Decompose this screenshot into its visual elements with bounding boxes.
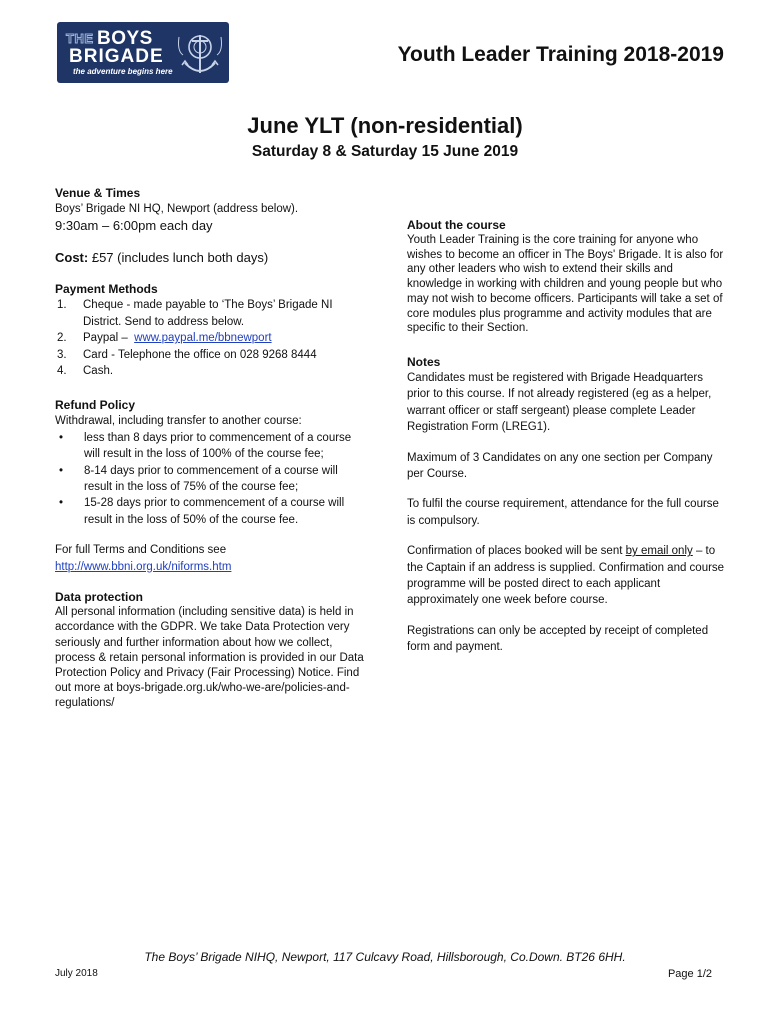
payment-item-number: 1. xyxy=(57,299,67,312)
venue-heading: Venue & Times xyxy=(55,186,141,200)
notes-registrations: Registrations can only be accepted by receipt of completed form and payment. xyxy=(407,624,709,654)
refund-item: • 8-14 days prior to commencement of a course will result in the loss of 75% of the course fee; xyxy=(55,463,367,496)
payment-item xyxy=(55,363,367,379)
left-column xyxy=(55,185,367,712)
notes-confirmation-b: – to the Captain if an address is supplied. Confirmation and course programme will be posted direct to each applicant approximately one week before course. xyxy=(407,545,725,607)
about-text: Youth Leader Training is the core training for anyone who wishes to become an officer in The Boys' Brigade. It is also for any other leaders who wish to extend their skills and knowledge in working with children and young people but who may not wish to become officers. Participants will take a set of core modules plus programme and activity modules that are specific to their Section. xyxy=(407,234,724,335)
refund-item: • 15-28 days prior to commencement of a course will result in the loss of 50% of the course fee. xyxy=(55,495,367,528)
notes-heading: Notes xyxy=(407,354,441,369)
header-title: Youth Leader Training 2018-2019 xyxy=(397,43,724,66)
refund-list xyxy=(55,430,367,528)
payment-item-text: Cash. xyxy=(83,365,114,378)
payment-item xyxy=(55,347,367,363)
payment-item-number: 3. xyxy=(57,348,67,361)
payment-item-number: 4. xyxy=(57,365,67,378)
notes-confirmation xyxy=(407,543,725,609)
refund-item: • less than 8 days prior to commencement of a course will result in the loss of 100% of the course fee; xyxy=(55,430,367,463)
about-heading: About the course xyxy=(407,218,506,232)
payment-heading: Payment Methods xyxy=(55,282,158,297)
right-column xyxy=(407,217,725,656)
venue-address: Boys’ Brigade NI HQ, Newport (address below). xyxy=(55,203,299,215)
logo-boys-text: BOYS xyxy=(97,28,153,49)
footer-date: July 2018 xyxy=(55,968,98,979)
payment-item xyxy=(55,330,367,346)
notes-confirmation-email: by email only xyxy=(625,545,693,558)
terms-text: For full Terms and Conditions see xyxy=(55,544,227,557)
logo-brigade-text: BRIGADE xyxy=(69,46,164,67)
logo-the-text: THE xyxy=(66,31,94,46)
refund-heading: Refund Policy xyxy=(55,398,136,413)
notes-attendance: To fulfil the course requirement, attendance for the full course is compulsory. xyxy=(407,498,719,527)
notes-registration: Candidates must be registered with Brigade Headquarters prior to this course. If not already registered (eg as a helper, warrant officer or staff sergeant) please complete Leader Registration Form (LREG1). xyxy=(407,371,712,434)
terms-link[interactable]: http://www.bbni.org.uk/niforms.htm xyxy=(55,560,232,573)
notes-confirmation-a: Confirmation of places booked will be sent xyxy=(407,545,623,558)
course-title: June YLT (non-residential) xyxy=(247,113,523,138)
payment-item-text: Card - Telephone the office on 028 9268 8444 xyxy=(83,348,317,361)
paypal-link[interactable]: www.paypal.me/bbnewport xyxy=(134,332,272,345)
cost-value: £57 (includes lunch both days) xyxy=(91,250,269,266)
page-number: Page 1/2 xyxy=(667,968,712,980)
cost-label: Cost: xyxy=(55,250,89,266)
course-dates: Saturday 8 & Saturday 15 June 2019 xyxy=(251,143,519,160)
cost-line xyxy=(55,249,367,267)
anchor-emblem-icon xyxy=(173,25,227,80)
venue-times: 9:30am – 6:00pm each day xyxy=(55,218,213,234)
payment-item xyxy=(55,297,367,330)
refund-intro: Withdrawal, including transfer to another course: xyxy=(55,415,302,428)
payment-list xyxy=(55,297,367,379)
notes-maximum: Maximum of 3 Candidates on any one section per Company per Course. xyxy=(407,451,713,480)
payment-item-text: Paypal – xyxy=(83,332,128,345)
data-protection-text: All personal information (including sensitive data) is held in accordance with the GDPR. We take Data Protection very seriously and further information about how we collect, process & retain personal information is provided in our Data Protection Policy and Privacy (Fair Processing) Notice. Find out more at boys-brigade.org.uk/who-we-are/policies-and-regulations/ xyxy=(55,606,364,710)
footer-address: The Boys’ Brigade NIHQ, Newport, 117 Culcavy Road, Hillsborough, Co.Down. BT26 6HH. xyxy=(144,950,626,964)
payment-item-number: 2. xyxy=(57,332,67,345)
data-protection-heading: Data protection xyxy=(55,590,144,605)
logo-tagline: the adventure begins here xyxy=(73,67,173,76)
boys-brigade-logo xyxy=(57,22,229,83)
payment-item-text: Cheque - made payable to ‘The Boys’ Brigade NI District. Send to address below. xyxy=(83,299,333,328)
